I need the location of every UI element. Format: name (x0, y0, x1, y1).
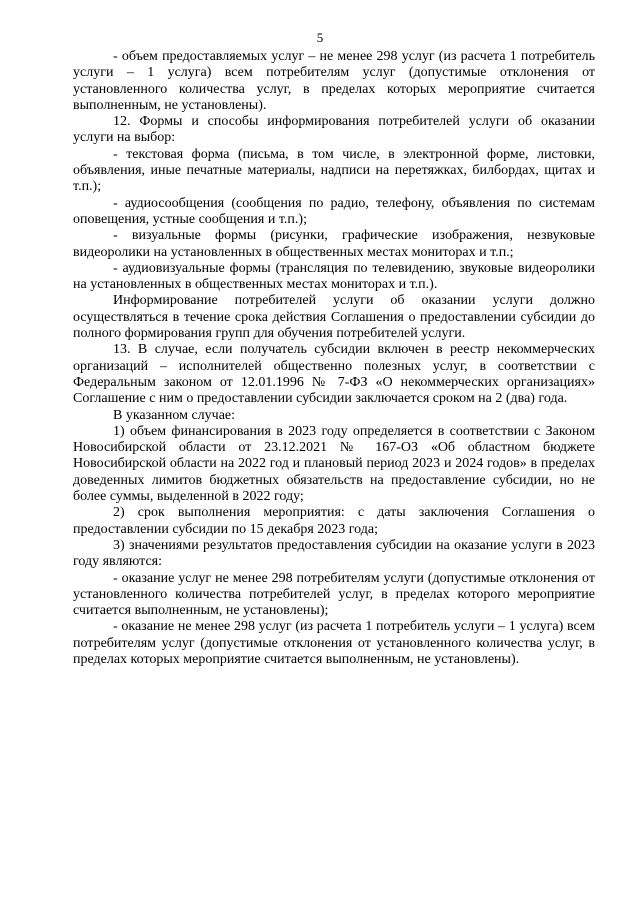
paragraph: - аудиовизуальные формы (трансляция по телевидению, звуковые видеоролики на установленных в общественных местах мониторах и т.п.). (73, 260, 595, 293)
paragraph: 3) значениями результатов предоставления субсидии на оказание услуги в 2023 году являются: (73, 537, 595, 570)
paragraph: - визуальные формы (рисунки, графические изображения, незвуковые видеоролики на установленных в общественных местах мониторах и т.п.; (73, 228, 595, 260)
paragraph: - текстовая форма (письма, в том числе, в электронной форме, листовки, объявления, иные печатные материалы, надписи на перетяжках, билбордах, щитах и т.п.); (73, 146, 595, 195)
document-body (73, 49, 595, 668)
paragraph: 13. В случае, если получатель субсидии включен в реестр некоммерческих организаций – исполнителей общественно полезных услуг, в соответствии с Федеральным законом от 12.01.1996 № 7-ФЗ «О некоммерческих организациях» Соглашение с ним о предоставлении субсидии заключается сроком на 2 (два) года. (73, 342, 595, 407)
paragraph: - оказание услуг не менее 298 потребителям услуги (допустимые отклонения от установленного количества потребителей услуг, в пределах которого мероприятие считается выполненным, не установлены); (73, 570, 595, 619)
paragraph: - аудиосообщения (сообщения по радио, телефону, объявления по системам оповещения, устные сообщения и т.п.); (73, 195, 595, 227)
paragraph: 2) срок выполнения мероприятия: с даты заключения Соглашения о предоставлении субсидии по 15 декабря 2023 года; (73, 505, 595, 537)
paragraph: 12. Формы и способы информирования потребителей услуги об оказании услуги на выбор: (73, 114, 595, 146)
paragraph: - объем предоставляемых услуг – не менее 298 услуг (из расчета 1 потребитель услуги – 1 услуга) всем потребителям услуг (допустимые отклонения от установленного количества услуг, в пределах которых мероприятие считается выполненным, не установлены). (73, 49, 595, 113)
paragraph: Информирование потребителей услуги об оказании услуги должно осуществляться в течение срока действия Соглашения о предоставлении субсидии до полного формирования групп для обучения потребителей услуги. (73, 293, 595, 342)
paragraph: - оказание не менее 298 услуг (из расчета 1 потребитель услуги – 1 услуга) всем потребителям услуг (допустимые отклонения от установленного количества услуг, в пределах которых мероприятие считается выполненным, не установлены). (73, 619, 595, 667)
page-number: 5 (316, 30, 324, 45)
paragraph: В указанном случае: (113, 407, 236, 423)
paragraph: 1) объем финансирования в 2023 году определяется в соответствии с Законом Новосибирской области от 23.12.2021 № 167-ОЗ «Об областном бюджете Новосибирской области на 2022 год и плановый период 2023 и 2024 годов» в пределах доведенных лимитов бюджетных обязательств на предоставление субсидии, но не более суммы, выделенной в 2022 году; (73, 423, 595, 505)
